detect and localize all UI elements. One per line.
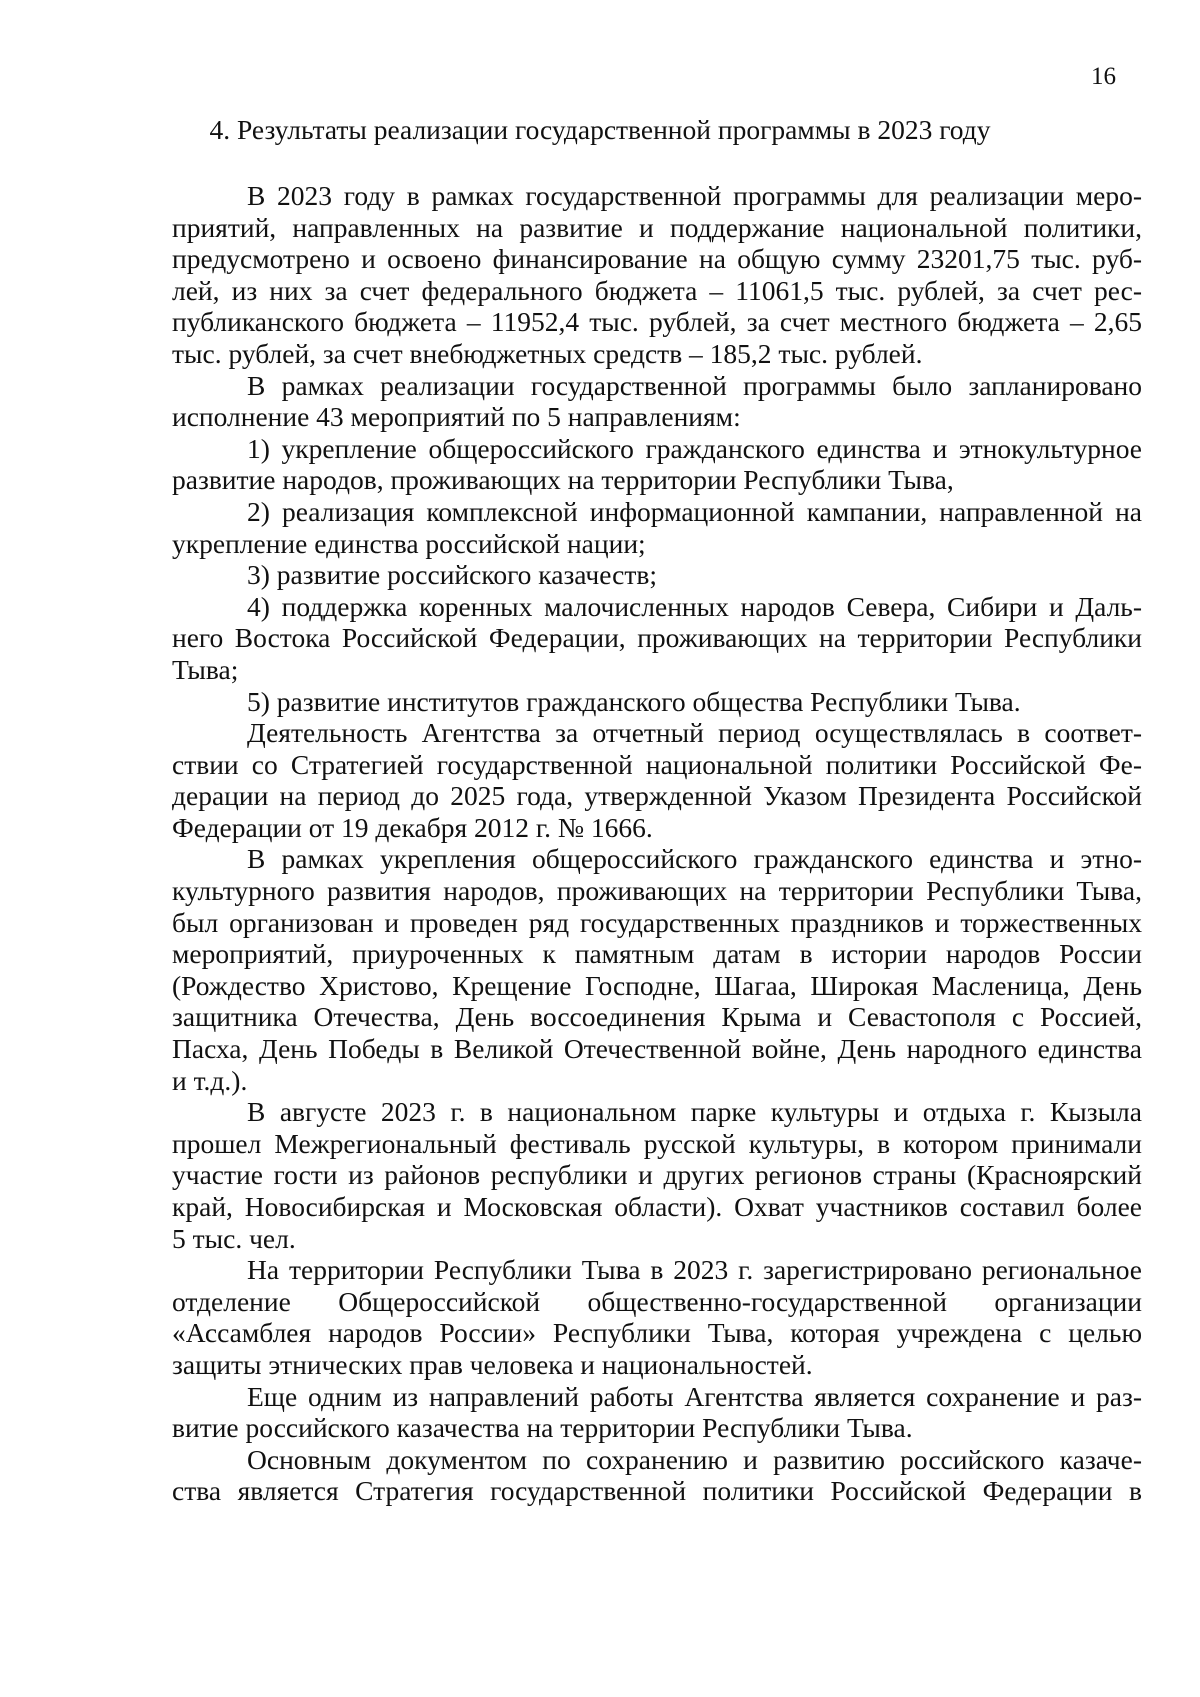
text-line: 2) реализация комплексной информационной кампании, направленной на — [247, 495, 1142, 527]
text-line: культурного развития народов, проживающих на территории Республики Тыва, — [172, 875, 1142, 907]
text-line: 3) развитие российского казачеств; — [247, 559, 657, 591]
text-line: В рамках укрепления общероссийского гражданского единства и этно- — [247, 843, 1142, 875]
text-line: исполнение 43 мероприятий по 5 направлениям: — [172, 401, 741, 433]
text-line: Основным документом по сохранению и развитию российского казаче- — [247, 1443, 1142, 1475]
text-line: На территории Республики Тыва в 2023 г. зарегистрировано региональное — [247, 1254, 1142, 1286]
page-number: 16 — [1091, 63, 1116, 90]
text-line: предусмотрено и освоено финансирование на общую сумму 23201,75 тыс. руб- — [172, 243, 1142, 275]
text-line: Деятельность Агентства за отчетный период осуществлялась в соответ- — [247, 717, 1142, 749]
text-line: участие гости из районов республики и других регионов страны (Красноярский — [172, 1159, 1142, 1191]
text-line: защиты этнических прав человека и национальностей. — [172, 1348, 813, 1380]
text-line: ства является Стратегия государственной политики Российской Федерации в — [172, 1475, 1142, 1507]
section-heading: 4. Результаты реализации государственной программы в 2023 году — [209, 114, 991, 145]
text-line: отделение Общероссийской общественно-государственной организации — [172, 1285, 1142, 1317]
text-line: прошел Межрегиональный фестиваль русской культуры, в котором принимали — [172, 1127, 1142, 1159]
text-line: витие российского казачества на территории Республики Тыва. — [172, 1412, 913, 1444]
text-line: край, Новосибирская и Московская области). Охват участников составил более — [172, 1191, 1142, 1222]
text-line: был организован и проведен ряд государственных праздников и торжественных — [172, 906, 1142, 938]
text-line: публиканского бюджета – 11952,4 тыс. рублей, за счет местного бюджета – 2,65 — [172, 306, 1142, 338]
text-line: В 2023 году в рамках государственной программы для реализации меро- — [247, 180, 1142, 211]
text-line: укрепление единства российской нации; — [172, 527, 646, 559]
text-line: и т.д.). — [172, 1064, 248, 1096]
text-line: Еще одним из направлений работы Агентства является сохранение и раз- — [247, 1380, 1142, 1412]
text-line: 5) развитие институтов гражданского общества Республики Тыва. — [247, 685, 1021, 717]
text-line: тыс. рублей, за счет внебюджетных средств – 185,2 тыс. рублей. — [172, 337, 923, 369]
text-line: 1) укрепление общероссийского гражданского единства и этнокультурное — [247, 432, 1142, 464]
text-line: развитие народов, проживающих на территории Республики Тыва, — [172, 464, 954, 496]
text-line: лей, из них за счет федерального бюджета – 11061,5 тыс. рублей, за счет рес- — [172, 274, 1142, 306]
text-line: ствии со Стратегией государственной национальной политики Российской Фе- — [172, 748, 1142, 780]
text-line: защитника Отечества, День воссоединения Крыма и Севастополя с Россией, — [172, 1001, 1142, 1033]
text-line: (Рождество Христово, Крещение Господне, Шагаа, Широкая Масленица, День — [172, 969, 1142, 1001]
text-line: В рамках реализации государственной программы было запланировано — [247, 369, 1142, 401]
body-text — [172, 180, 1142, 1507]
text-line: Федерации от 19 декабря 2012 г. № 1666. — [172, 811, 653, 843]
text-line: Пасха, День Победы в Великой Отечественной войне, День народного единства — [172, 1033, 1142, 1065]
text-line: 4) поддержка коренных малочисленных народов Севера, Сибири и Даль- — [247, 590, 1142, 622]
text-line: дерации на период до 2025 года, утвержденной Указом Президента Российской — [172, 780, 1142, 812]
text-line: Тыва; — [172, 653, 239, 685]
text-line: 5 тыс. чел. — [172, 1222, 296, 1254]
text-line: мероприятий, приуроченных к памятным датам в истории народов России — [172, 938, 1142, 970]
text-line: В августе 2023 г. в национальном парке культуры и отдыха г. Кызыла — [247, 1096, 1142, 1128]
text-line: «Ассамблея народов России» Республики Тыва, которая учреждена с целью — [172, 1317, 1142, 1349]
text-line: приятий, направленных на развитие и поддержание национальной политики, — [172, 211, 1142, 243]
text-line: него Востока Российской Федерации, проживающих на территории Республики — [172, 622, 1142, 654]
